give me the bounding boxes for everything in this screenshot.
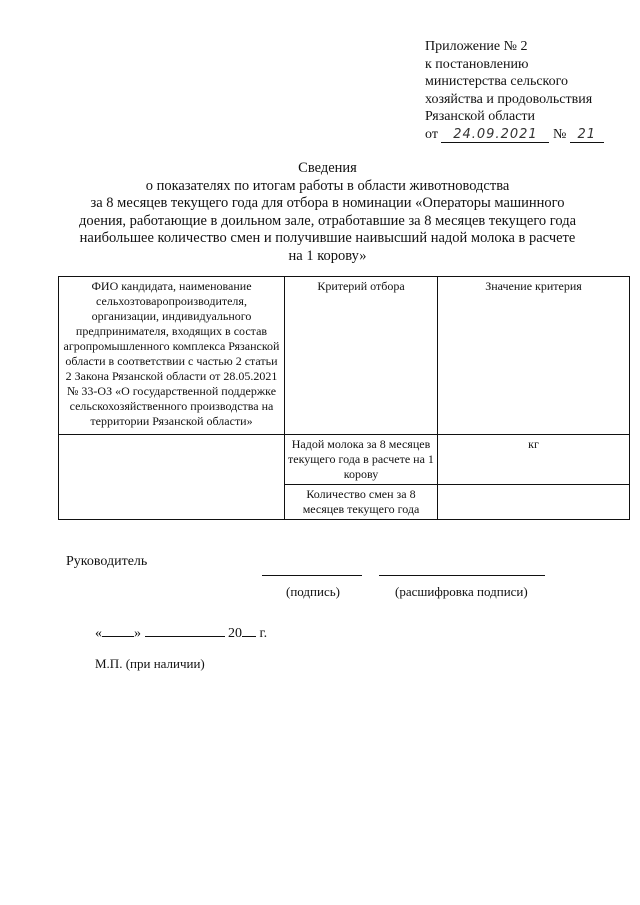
year-prefix: 20 — [228, 626, 242, 641]
signature-decode-caption: (расшифровка подписи) — [395, 584, 528, 599]
appendix-number: Приложение № 2 — [425, 39, 528, 54]
appendix-date-line — [425, 126, 625, 144]
title-line: за 8 месяцев текущего года для отбора в номинации «Операторы машинного — [90, 195, 565, 211]
head-label: Руководитель — [66, 554, 148, 569]
number-prefix: № — [552, 126, 567, 142]
appendix-header — [425, 38, 625, 143]
document-title — [40, 160, 615, 265]
title-line: на 1 корову» — [288, 247, 367, 264]
header-criterion: Критерий отбора — [285, 277, 438, 435]
open-quote: « — [95, 626, 102, 641]
criterion-shift-count: Количество смен за 8 месяцев текущего года — [285, 485, 438, 520]
value-shift-count[interactable] — [438, 485, 630, 520]
title-heading: Сведения — [298, 160, 357, 176]
date-block — [95, 623, 267, 642]
month-blank[interactable] — [145, 623, 225, 637]
header-candidate: ФИО кандидата, наименование сельхозтоваропроизводителя, организации, индивидуального предпринимателя, входящих в состав агропромышленного комплекса Рязанской области в соответствии с частью 2 статьи 2 Закона Рязанской области от 28.05.2021 № 33-ОЗ «О государственной поддержке сельскохозяйственного производства на территории Рязанской области» — [59, 277, 285, 435]
seal-label: М.П. (при наличии) — [95, 656, 205, 671]
criterion-milk-yield: Надой молока за 8 месяцев текущего года в расчете на 1 корову — [285, 435, 438, 485]
value-milk-yield[interactable]: кг — [438, 435, 630, 485]
day-blank[interactable] — [102, 623, 134, 637]
candidate-cell[interactable] — [59, 435, 285, 520]
appendix-line: к постановлению — [425, 56, 529, 72]
title-line: доения, работающие в доильном зале, отработавшие за 8 месяцев текущего года — [78, 212, 577, 229]
signature-line[interactable] — [262, 575, 362, 576]
signature-decode-line[interactable] — [379, 575, 545, 576]
title-line: наибольшее количество смен и получившие наивысший надой молока в расчете — [79, 230, 576, 246]
criteria-table — [58, 276, 630, 520]
handwritten-date: 24.09.2021 — [441, 128, 549, 143]
title-line: о показателях по итогам работы в области животноводства — [145, 177, 510, 194]
table-header-row — [59, 277, 630, 435]
table-row — [59, 435, 630, 485]
header-value: Значение критерия — [438, 277, 630, 435]
signature-caption: (подпись) — [286, 584, 340, 599]
date-prefix: от — [425, 126, 438, 142]
close-quote: » — [134, 626, 141, 641]
year-suffix: г. — [259, 626, 268, 641]
year-blank[interactable] — [242, 623, 256, 637]
appendix-line: Рязанской области — [425, 109, 536, 124]
handwritten-number: 21 — [570, 128, 604, 143]
appendix-line: министерства сельского — [425, 74, 569, 89]
appendix-line: хозяйства и продовольствия — [425, 91, 593, 107]
